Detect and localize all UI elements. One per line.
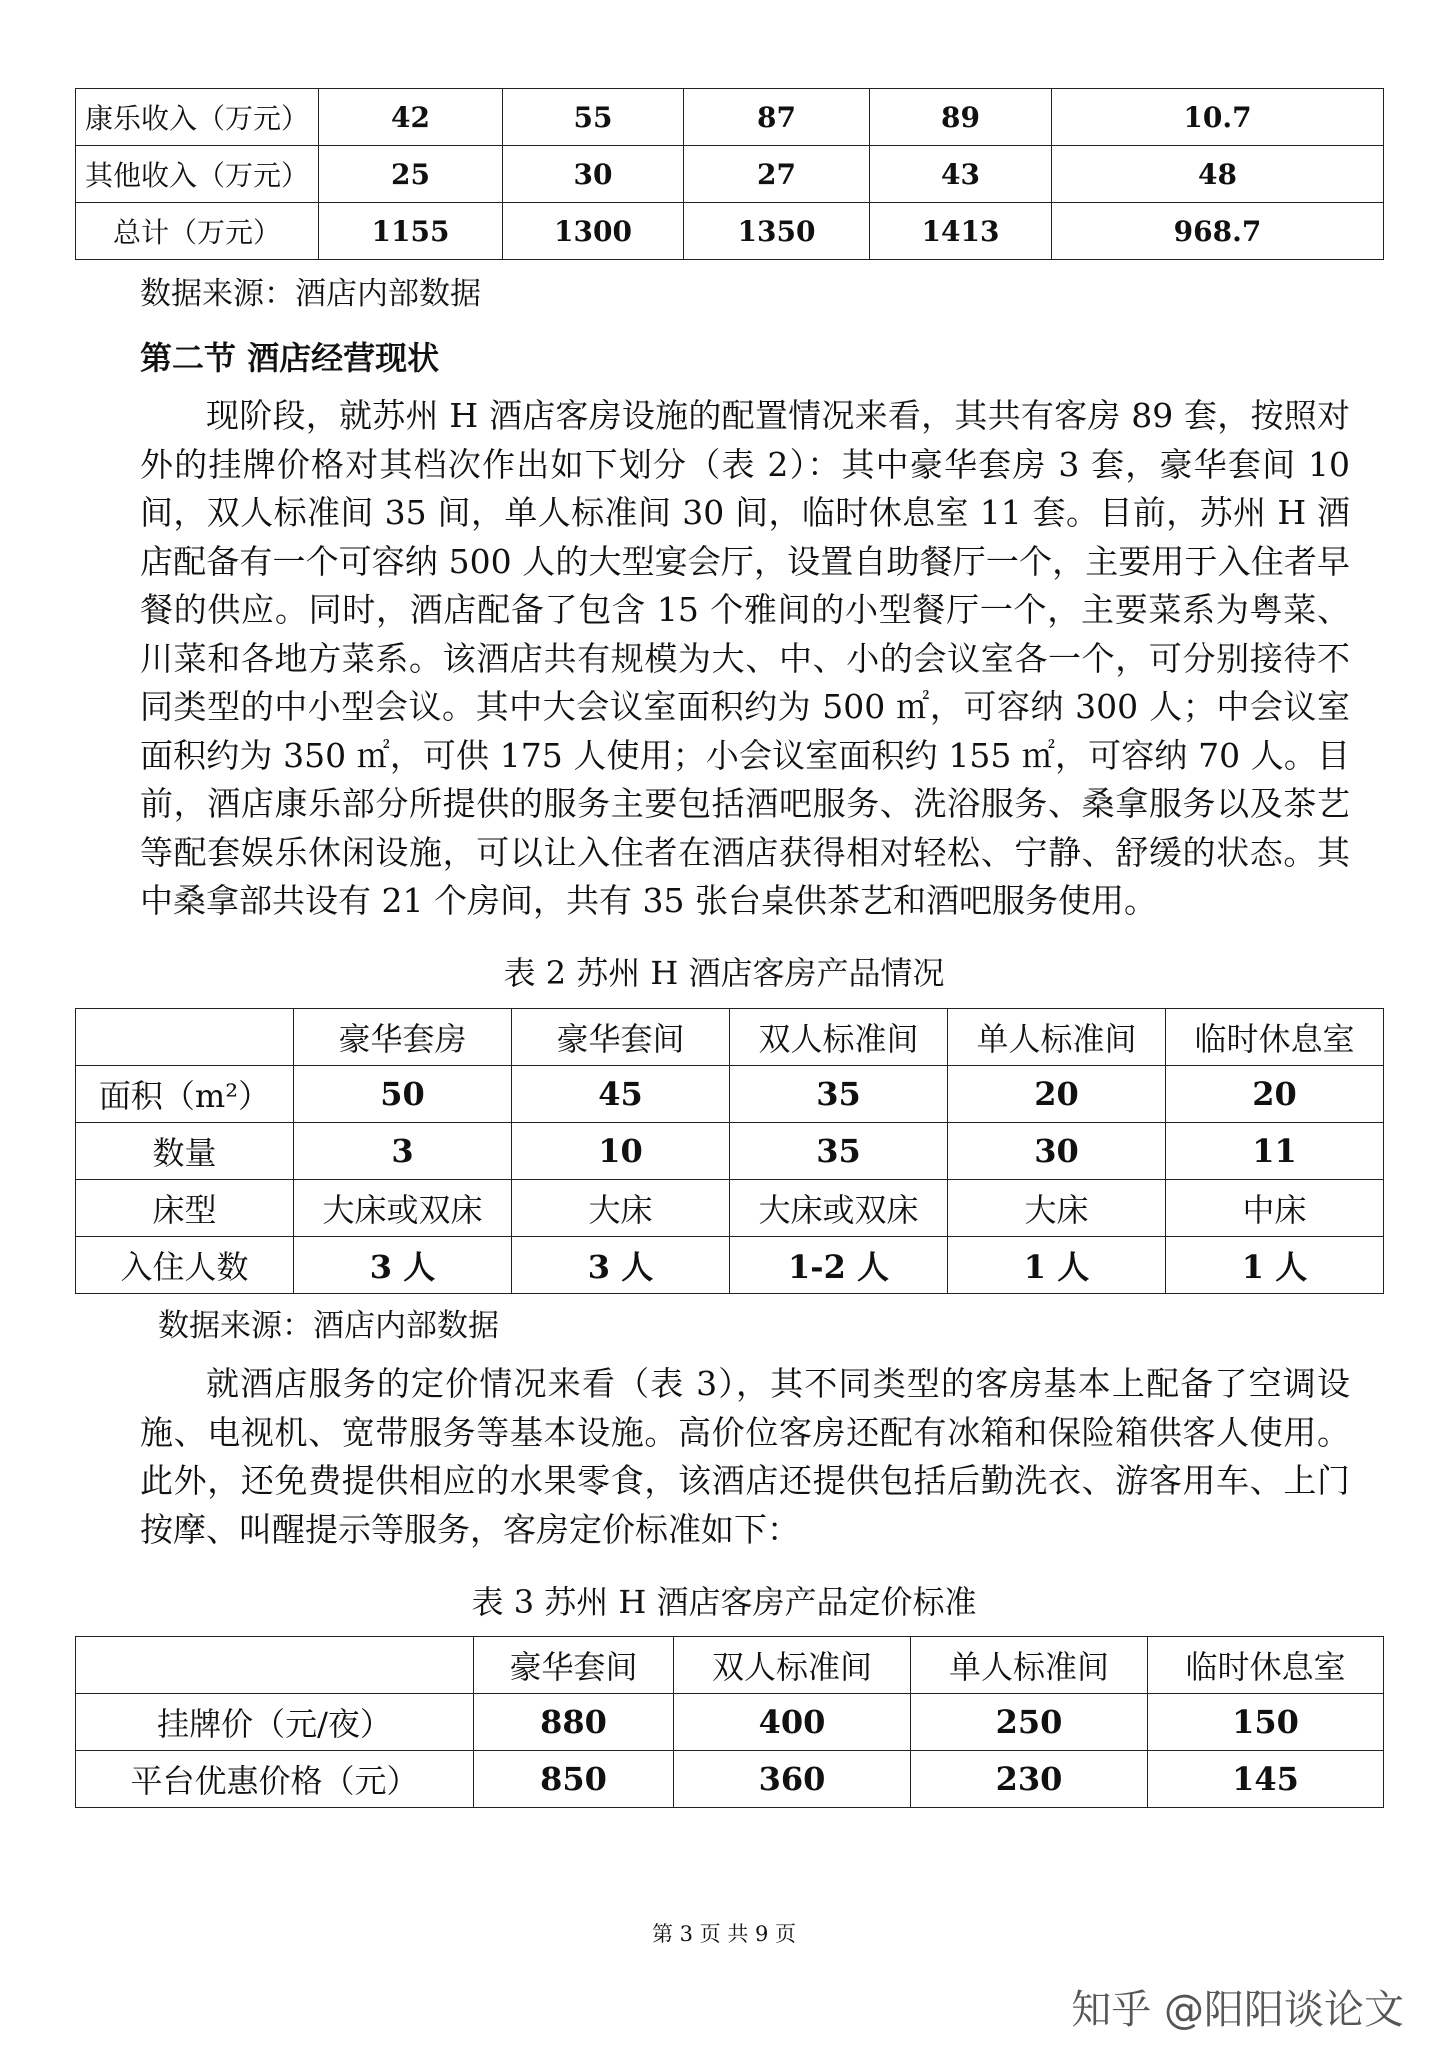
table-row xyxy=(76,1237,1384,1294)
table-cell: 145 xyxy=(1148,1751,1384,1808)
header-cell: 双人标准间 xyxy=(730,1009,948,1066)
table-cell: 20 xyxy=(1166,1066,1384,1123)
header-cell: 豪华套房 xyxy=(294,1009,512,1066)
table-cell: 1413 xyxy=(870,203,1052,260)
room-products-table xyxy=(75,1008,1384,1294)
table-cell: 45 xyxy=(512,1066,730,1123)
table2-source: 数据来源：酒店内部数据 xyxy=(158,1308,499,1344)
header-cell: 临时休息室 xyxy=(1148,1637,1384,1694)
table-cell: 27 xyxy=(684,146,870,203)
table-row xyxy=(76,1123,1384,1180)
table1-source: 数据来源：酒店内部数据 xyxy=(140,276,481,312)
row-label: 入住人数 xyxy=(76,1237,294,1294)
table-row xyxy=(76,89,1384,146)
row-label: 总计（万元） xyxy=(76,203,319,260)
table-cell: 1 人 xyxy=(948,1237,1166,1294)
table-cell: 400 xyxy=(674,1694,911,1751)
table-row xyxy=(76,1180,1384,1237)
table-cell: 55 xyxy=(503,89,684,146)
row-label: 康乐收入（万元） xyxy=(76,89,319,146)
table-cell: 大床 xyxy=(948,1180,1166,1237)
table-cell: 250 xyxy=(911,1694,1148,1751)
paragraph-2-text: 就酒店服务的定价情况来看（表 3），其不同类型的客房基本上配备了空调设施、电视机、宽带服务等基本设施。高价位客房还配有冰箱和保险箱供客人使用。此外，还免费提供相应的水果零食，该酒店还提供包括后勤洗衣、游客用车、上门按摩、叫醒提示等服务，客房定价标准如下： xyxy=(140,1364,1350,1549)
table-cell: 1155 xyxy=(319,203,503,260)
page-footer: 第 3 页 共 9 页 xyxy=(651,1922,797,1946)
row-label: 数量 xyxy=(76,1123,294,1180)
table-cell: 1-2 人 xyxy=(730,1237,948,1294)
table-cell: 850 xyxy=(474,1751,674,1808)
table-cell: 35 xyxy=(730,1066,948,1123)
table-row xyxy=(76,146,1384,203)
table-cell: 30 xyxy=(503,146,684,203)
header-cell: 双人标准间 xyxy=(674,1637,911,1694)
section-heading: 第二节 酒店经营现状 xyxy=(140,339,440,377)
table-cell: 20 xyxy=(948,1066,1166,1123)
table-cell: 50 xyxy=(294,1066,512,1123)
watermark: 知乎 @阳阳谈论文 xyxy=(1071,1987,1404,2033)
table-cell: 3 xyxy=(294,1123,512,1180)
header-cell xyxy=(76,1637,474,1694)
table-cell: 43 xyxy=(870,146,1052,203)
header-cell: 临时休息室 xyxy=(1166,1009,1384,1066)
table-cell: 968.7 xyxy=(1052,203,1384,260)
table-cell: 11 xyxy=(1166,1123,1384,1180)
row-label: 床型 xyxy=(76,1180,294,1237)
table-cell: 30 xyxy=(948,1123,1166,1180)
header-cell: 豪华套间 xyxy=(512,1009,730,1066)
header-cell: 单人标准间 xyxy=(911,1637,1148,1694)
table-cell: 35 xyxy=(730,1123,948,1180)
table-cell: 1300 xyxy=(503,203,684,260)
paragraph-1-text: 现阶段，就苏州 H 酒店客房设施的配置情况来看，其共有客房 89 套，按照对外的挂牌价格对其档次作出如下划分（表 2）：其中豪华套房 3 套，豪华套间 10 间，双人标准间 35 间，单人标准间 30 间，临时休息室 11 套。目前，苏州 H 酒店配备有一个可容纳 500 人的大型宴会厅，设置自助餐厅一个，主要用于入住者早餐的供应。同时，酒店配备了包含 15 个雅间的小型餐厅一个，主要菜系为粤菜、川菜和各地方菜系。该酒店共有规模为大、中、小的会议室各一个，可分别接待不同类型的中小型会议。其中大会议室面积约为 500 ㎡，可容纳 300 人；中会议室面积约为 350 ㎡，可供 175 人使用；小会议室面积约 155 ㎡，可容纳 70 人。目前，酒店康乐部分所提供的服务主要包括酒吧服务、洗浴服务、桑拿服务以及茶艺等配套娱乐休闲设施，可以让入住者在酒店获得相对轻松、宁静、舒缓的状态。其中桑拿部共设有 21 个房间，共有 35 张台桌供茶艺和酒吧服务使用。 xyxy=(140,396,1350,920)
table3-title: 表 3 苏州 H 酒店客房产品定价标准 xyxy=(471,1583,977,1621)
table-cell: 1350 xyxy=(684,203,870,260)
table-cell: 大床或双床 xyxy=(294,1180,512,1237)
table-row xyxy=(76,1751,1384,1808)
row-label: 其他收入（万元） xyxy=(76,146,319,203)
row-label: 挂牌价（元/夜） xyxy=(76,1694,474,1751)
table-cell: 1 人 xyxy=(1166,1237,1384,1294)
header-cell: 单人标准间 xyxy=(948,1009,1166,1066)
table-cell: 3 人 xyxy=(294,1237,512,1294)
table-cell: 87 xyxy=(684,89,870,146)
header-cell: 豪华套间 xyxy=(474,1637,674,1694)
revenue-table xyxy=(75,88,1384,260)
table-cell: 42 xyxy=(319,89,503,146)
table-cell: 360 xyxy=(674,1751,911,1808)
table-cell: 880 xyxy=(474,1694,674,1751)
paragraph-1 xyxy=(140,392,1350,932)
header-cell xyxy=(76,1009,294,1066)
row-label: 面积（m²） xyxy=(76,1066,294,1123)
table-cell: 150 xyxy=(1148,1694,1384,1751)
paragraph-2 xyxy=(140,1360,1350,1560)
table-cell: 230 xyxy=(911,1751,1148,1808)
table-header-row xyxy=(76,1009,1384,1066)
table-cell: 48 xyxy=(1052,146,1384,203)
table-cell: 3 人 xyxy=(512,1237,730,1294)
table2-title: 表 2 苏州 H 酒店客房产品情况 xyxy=(503,954,945,992)
room-pricing-table xyxy=(75,1636,1384,1808)
table-row xyxy=(76,203,1384,260)
table-cell: 大床 xyxy=(512,1180,730,1237)
table-header-row xyxy=(76,1637,1384,1694)
table-row xyxy=(76,1066,1384,1123)
table-cell: 10 xyxy=(512,1123,730,1180)
table-cell: 大床或双床 xyxy=(730,1180,948,1237)
table-cell: 89 xyxy=(870,89,1052,146)
table-cell: 10.7 xyxy=(1052,89,1384,146)
table-cell: 25 xyxy=(319,146,503,203)
row-label: 平台优惠价格（元） xyxy=(76,1751,474,1808)
table-cell: 中床 xyxy=(1166,1180,1384,1237)
table-row xyxy=(76,1694,1384,1751)
